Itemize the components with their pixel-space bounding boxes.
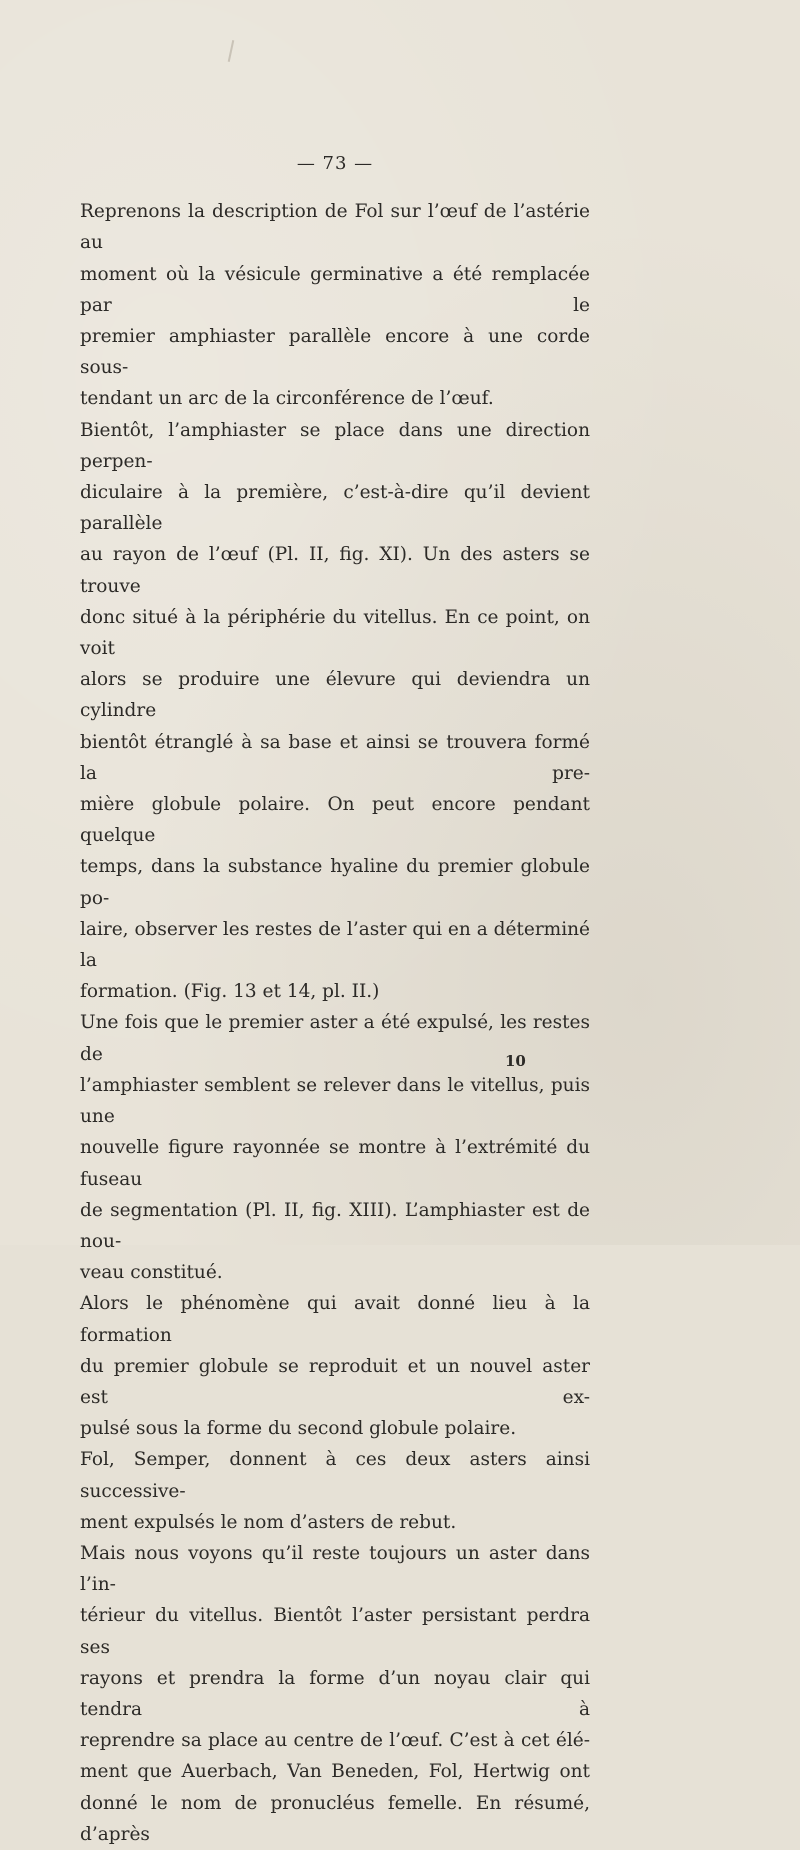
text-line: moment où la vésicule germinative a été remplacée par le — [80, 263, 590, 316]
text-line: diculaire à la première, c’est-à-dire qu’il devient parallèle — [80, 482, 590, 535]
text-line: Alors le phénomène qui avait donné lieu à la formation — [80, 1293, 590, 1346]
text-line: bientôt étranglé à sa base et ainsi se trouvera formé la pre- — [80, 731, 590, 784]
text-line: reprendre sa place au centre de l’œuf. C’est à cet élé- — [80, 1730, 590, 1752]
text-block — [80, 148, 590, 1850]
text-line: de segmentation (Pl. II, fig. XIII). L’amphiaster est de nou- — [80, 1199, 590, 1252]
text-line: veau constitué. — [80, 1262, 223, 1284]
text-line: tendant un arc de la circonférence de l’œuf. — [80, 388, 494, 410]
text-line: ment expulsés le nom d’asters de rebut. — [80, 1511, 457, 1533]
text-line: donc situé à la périphérie du vitellus. En ce point, on voit — [80, 606, 590, 660]
text-line: au rayon de l’œuf (Pl. II, fig. XI). Un des asters se trouve — [80, 544, 590, 597]
page-number: — 73 — — [296, 153, 374, 174]
text-line: pulsé sous la forme du second globule polaire. — [80, 1418, 517, 1440]
text-line: térieur du vitellus. Bientôt l’aster persistant perdra ses — [80, 1605, 590, 1658]
text-line: Mais nous voyons qu’il reste toujours un aster dans l’in- — [80, 1542, 590, 1596]
text-line: donné le nom de pronucléus femelle. En résumé, d’après — [80, 1792, 590, 1845]
text-line: premier amphiaster parallèle encore à une corde sous- — [80, 326, 590, 379]
signature-mark: 10 — [505, 1052, 526, 1070]
text-line: mière globule polaire. On peut encore pendant quelque — [80, 794, 590, 847]
text-line: alors se produire une élevure qui deviendra un cylindre — [80, 669, 590, 722]
text-line: Bientôt, l’amphiaster se place dans une direction perpen- — [80, 419, 590, 472]
text-line: Reprenons la description de Fol sur l’œuf de l’astérie au — [80, 201, 590, 254]
text-line: Une fois que le premier aster a été expulsé, les restes de — [80, 1012, 590, 1065]
text-line: Fol, Semper, donnent à ces deux asters ainsi successive- — [80, 1449, 590, 1502]
text-line: rayons et prendra la forme d’un noyau clair qui tendra à — [80, 1667, 590, 1720]
text-line: laire, observer les restes de l’aster qui en a déterminé la — [80, 918, 590, 972]
text-line: l’amphiaster semblent se relever dans le vitellus, puis une — [80, 1074, 590, 1128]
text-line: du premier globule se reproduit et un nouvel aster est ex- — [80, 1355, 590, 1408]
text-line: nouvelle figure rayonnée se montre à l’extrémité du fuseau — [80, 1137, 590, 1190]
body-text — [80, 196, 590, 1850]
text-line: ment que Auerbach, Van Beneden, Fol, Hertwig ont — [80, 1761, 590, 1783]
text-line: formation. (Fig. 13 et 14, pl. II.) — [80, 981, 380, 1003]
text-line: temps, dans la substance hyaline du premier globule po- — [80, 856, 590, 909]
